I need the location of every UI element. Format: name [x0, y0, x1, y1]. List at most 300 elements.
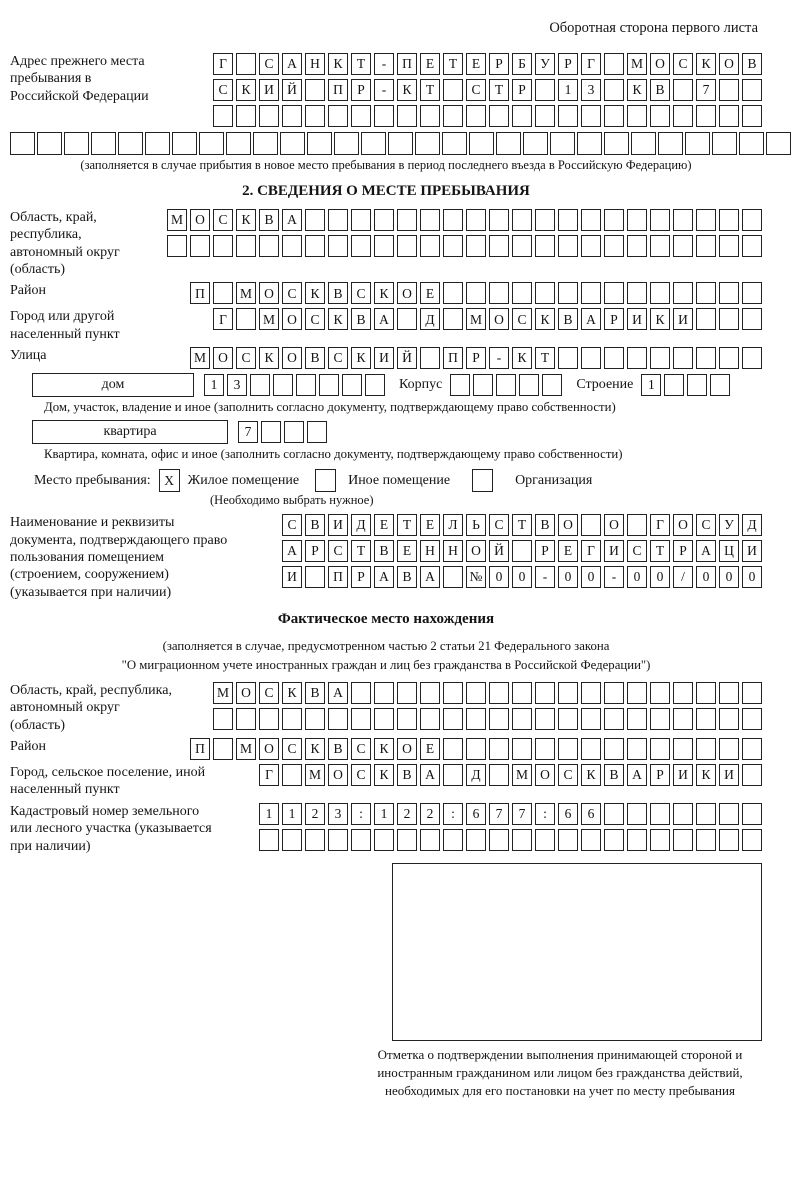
- char-box[interactable]: 0: [512, 566, 532, 588]
- char-box[interactable]: Й: [489, 540, 509, 562]
- char-box[interactable]: :: [443, 803, 463, 825]
- char-box[interactable]: [627, 738, 647, 760]
- char-box[interactable]: И: [719, 764, 739, 786]
- char-box[interactable]: [489, 738, 509, 760]
- char-box[interactable]: В: [328, 738, 348, 760]
- char-box[interactable]: [236, 708, 256, 730]
- char-box[interactable]: И: [328, 514, 348, 536]
- char-box[interactable]: [650, 708, 670, 730]
- char-box[interactable]: У: [719, 514, 739, 536]
- char-box[interactable]: [696, 282, 716, 304]
- char-box[interactable]: [742, 803, 762, 825]
- char-box[interactable]: Д: [420, 308, 440, 330]
- char-box[interactable]: [742, 308, 762, 330]
- char-box[interactable]: [696, 209, 716, 231]
- char-box[interactable]: В: [397, 764, 417, 786]
- char-box[interactable]: А: [374, 308, 394, 330]
- char-box[interactable]: [374, 105, 394, 127]
- char-box[interactable]: [466, 235, 486, 257]
- char-box[interactable]: 0: [581, 566, 601, 588]
- char-box[interactable]: С: [282, 514, 302, 536]
- char-box[interactable]: Е: [466, 53, 486, 75]
- char-box[interactable]: [10, 132, 35, 155]
- char-box[interactable]: [145, 132, 170, 155]
- char-box[interactable]: [305, 209, 325, 231]
- char-box[interactable]: Р: [466, 347, 486, 369]
- char-box[interactable]: [627, 829, 647, 851]
- char-box[interactable]: [535, 235, 555, 257]
- char-box[interactable]: [282, 764, 302, 786]
- char-box[interactable]: [307, 421, 327, 443]
- char-box[interactable]: О: [719, 53, 739, 75]
- char-box[interactable]: [328, 708, 348, 730]
- char-box[interactable]: О: [466, 540, 486, 562]
- char-box[interactable]: В: [259, 209, 279, 231]
- char-box[interactable]: [719, 708, 739, 730]
- char-box[interactable]: [631, 132, 656, 155]
- char-box[interactable]: [305, 235, 325, 257]
- char-box[interactable]: [673, 282, 693, 304]
- char-box[interactable]: А: [282, 209, 302, 231]
- char-box[interactable]: [282, 708, 302, 730]
- char-box[interactable]: [658, 132, 683, 155]
- char-box[interactable]: С: [489, 514, 509, 536]
- char-box[interactable]: [91, 132, 116, 155]
- char-box[interactable]: [535, 738, 555, 760]
- char-box[interactable]: А: [420, 764, 440, 786]
- char-box[interactable]: [351, 209, 371, 231]
- char-box[interactable]: [535, 282, 555, 304]
- char-box[interactable]: [374, 235, 394, 257]
- char-box[interactable]: И: [282, 566, 302, 588]
- char-box[interactable]: Н: [305, 53, 325, 75]
- char-box[interactable]: [719, 209, 739, 231]
- char-box[interactable]: 1: [282, 803, 302, 825]
- char-box[interactable]: [236, 105, 256, 127]
- char-box[interactable]: С: [213, 209, 233, 231]
- char-box[interactable]: [365, 374, 385, 396]
- char-box[interactable]: [466, 738, 486, 760]
- char-box[interactable]: [650, 235, 670, 257]
- char-box[interactable]: [650, 738, 670, 760]
- char-box[interactable]: А: [581, 308, 601, 330]
- char-box[interactable]: [581, 209, 601, 231]
- char-box[interactable]: С: [351, 282, 371, 304]
- char-box[interactable]: [443, 566, 463, 588]
- char-box[interactable]: И: [374, 347, 394, 369]
- char-box[interactable]: 3: [581, 79, 601, 101]
- char-box[interactable]: Н: [443, 540, 463, 562]
- char-box[interactable]: [604, 235, 624, 257]
- char-box[interactable]: [581, 235, 601, 257]
- char-box[interactable]: :: [351, 803, 371, 825]
- char-box[interactable]: [581, 829, 601, 851]
- char-box[interactable]: М: [190, 347, 210, 369]
- char-box[interactable]: 0: [627, 566, 647, 588]
- char-box[interactable]: М: [305, 764, 325, 786]
- char-box[interactable]: И: [627, 308, 647, 330]
- char-box[interactable]: Т: [489, 79, 509, 101]
- char-box[interactable]: [442, 132, 467, 155]
- char-box[interactable]: В: [558, 308, 578, 330]
- char-box[interactable]: [604, 829, 624, 851]
- char-box[interactable]: К: [581, 764, 601, 786]
- char-box[interactable]: [397, 105, 417, 127]
- char-box[interactable]: О: [213, 347, 233, 369]
- char-box[interactable]: О: [535, 764, 555, 786]
- char-box[interactable]: [558, 738, 578, 760]
- char-box[interactable]: [719, 347, 739, 369]
- char-box[interactable]: 0: [558, 566, 578, 588]
- char-box[interactable]: [742, 708, 762, 730]
- char-box[interactable]: [305, 105, 325, 127]
- char-box[interactable]: 3: [227, 374, 247, 396]
- char-box[interactable]: [351, 682, 371, 704]
- char-box[interactable]: [719, 803, 739, 825]
- char-box[interactable]: [685, 132, 710, 155]
- char-box[interactable]: С: [512, 308, 532, 330]
- char-box[interactable]: [519, 374, 539, 396]
- char-box[interactable]: [328, 209, 348, 231]
- char-box[interactable]: [397, 708, 417, 730]
- char-box[interactable]: [558, 282, 578, 304]
- char-box[interactable]: 1: [204, 374, 224, 396]
- char-box[interactable]: [397, 235, 417, 257]
- char-box[interactable]: [374, 682, 394, 704]
- char-box[interactable]: [535, 79, 555, 101]
- char-box[interactable]: [167, 235, 187, 257]
- char-box[interactable]: [415, 132, 440, 155]
- char-box[interactable]: [673, 105, 693, 127]
- char-box[interactable]: 7: [696, 79, 716, 101]
- char-box[interactable]: К: [512, 347, 532, 369]
- char-box[interactable]: [489, 682, 509, 704]
- char-box[interactable]: [489, 708, 509, 730]
- char-box[interactable]: К: [374, 738, 394, 760]
- char-box[interactable]: С: [351, 764, 371, 786]
- char-box[interactable]: [351, 829, 371, 851]
- char-box[interactable]: [627, 708, 647, 730]
- char-box[interactable]: Е: [420, 514, 440, 536]
- char-box[interactable]: Р: [650, 764, 670, 786]
- char-box[interactable]: [374, 209, 394, 231]
- char-box[interactable]: 2: [397, 803, 417, 825]
- char-box[interactable]: [604, 209, 624, 231]
- char-box[interactable]: [466, 282, 486, 304]
- char-box[interactable]: [420, 708, 440, 730]
- char-box[interactable]: [328, 235, 348, 257]
- char-box[interactable]: [742, 105, 762, 127]
- char-box[interactable]: [236, 235, 256, 257]
- char-box[interactable]: [443, 308, 463, 330]
- char-box[interactable]: [259, 105, 279, 127]
- char-box[interactable]: М: [512, 764, 532, 786]
- char-box[interactable]: 2: [305, 803, 325, 825]
- char-box[interactable]: Е: [397, 540, 417, 562]
- char-box[interactable]: [535, 209, 555, 231]
- char-box[interactable]: 7: [238, 421, 258, 443]
- char-box[interactable]: [742, 829, 762, 851]
- char-box[interactable]: Е: [420, 53, 440, 75]
- char-box[interactable]: [420, 829, 440, 851]
- char-box[interactable]: [604, 682, 624, 704]
- char-box[interactable]: 0: [650, 566, 670, 588]
- char-box[interactable]: [742, 682, 762, 704]
- char-box[interactable]: [351, 105, 371, 127]
- char-box[interactable]: Т: [512, 514, 532, 536]
- char-box[interactable]: 3: [328, 803, 348, 825]
- char-box[interactable]: О: [282, 347, 302, 369]
- char-box[interactable]: К: [627, 79, 647, 101]
- char-box[interactable]: [466, 209, 486, 231]
- char-box[interactable]: А: [282, 53, 302, 75]
- char-box[interactable]: Р: [558, 53, 578, 75]
- char-box[interactable]: В: [374, 540, 394, 562]
- char-box[interactable]: [261, 421, 281, 443]
- char-box[interactable]: М: [627, 53, 647, 75]
- char-box[interactable]: [253, 132, 278, 155]
- char-box[interactable]: [305, 79, 325, 101]
- char-box[interactable]: К: [236, 79, 256, 101]
- char-box[interactable]: [627, 235, 647, 257]
- char-box[interactable]: [650, 282, 670, 304]
- char-box[interactable]: И: [673, 308, 693, 330]
- char-box[interactable]: У: [535, 53, 555, 75]
- char-box[interactable]: Ц: [719, 540, 739, 562]
- char-box[interactable]: П: [328, 566, 348, 588]
- char-box[interactable]: 6: [466, 803, 486, 825]
- char-box[interactable]: [604, 347, 624, 369]
- char-box[interactable]: [673, 347, 693, 369]
- char-box[interactable]: 1: [558, 79, 578, 101]
- char-box[interactable]: С: [328, 540, 348, 562]
- char-box[interactable]: [213, 282, 233, 304]
- char-box[interactable]: А: [374, 566, 394, 588]
- char-box[interactable]: К: [374, 764, 394, 786]
- char-box[interactable]: [489, 105, 509, 127]
- char-box[interactable]: С: [259, 53, 279, 75]
- char-box[interactable]: [250, 374, 270, 396]
- char-box[interactable]: М: [167, 209, 187, 231]
- char-box[interactable]: [466, 105, 486, 127]
- char-box[interactable]: [535, 105, 555, 127]
- char-box[interactable]: К: [397, 79, 417, 101]
- char-box[interactable]: С: [282, 282, 302, 304]
- char-box[interactable]: Е: [374, 514, 394, 536]
- char-box[interactable]: С: [328, 347, 348, 369]
- char-box[interactable]: Т: [351, 53, 371, 75]
- char-box[interactable]: К: [696, 53, 716, 75]
- char-box[interactable]: [712, 132, 737, 155]
- char-box[interactable]: 0: [742, 566, 762, 588]
- char-box[interactable]: [719, 79, 739, 101]
- char-box[interactable]: В: [604, 764, 624, 786]
- char-box[interactable]: К: [650, 308, 670, 330]
- char-box[interactable]: Т: [420, 79, 440, 101]
- char-box[interactable]: [280, 132, 305, 155]
- char-box[interactable]: [581, 708, 601, 730]
- char-box[interactable]: П: [190, 738, 210, 760]
- char-box[interactable]: -: [489, 347, 509, 369]
- char-box[interactable]: Р: [673, 540, 693, 562]
- char-box[interactable]: [512, 105, 532, 127]
- char-box[interactable]: [296, 374, 316, 396]
- char-box[interactable]: [742, 347, 762, 369]
- char-box[interactable]: О: [397, 282, 417, 304]
- char-box[interactable]: В: [305, 514, 325, 536]
- char-box[interactable]: К: [305, 738, 325, 760]
- char-box[interactable]: [512, 738, 532, 760]
- char-box[interactable]: 6: [558, 803, 578, 825]
- char-box[interactable]: Й: [282, 79, 302, 101]
- char-box[interactable]: О: [236, 682, 256, 704]
- char-box[interactable]: К: [328, 308, 348, 330]
- char-box[interactable]: [766, 132, 791, 155]
- char-box[interactable]: С: [627, 540, 647, 562]
- char-box[interactable]: [650, 803, 670, 825]
- char-box[interactable]: М: [259, 308, 279, 330]
- char-box[interactable]: [64, 132, 89, 155]
- char-box[interactable]: К: [374, 282, 394, 304]
- char-box[interactable]: [739, 132, 764, 155]
- char-box[interactable]: Р: [305, 540, 325, 562]
- char-box[interactable]: [489, 764, 509, 786]
- char-box[interactable]: [443, 708, 463, 730]
- char-box[interactable]: Е: [420, 738, 440, 760]
- char-box[interactable]: [512, 282, 532, 304]
- char-box[interactable]: [443, 738, 463, 760]
- char-box[interactable]: Г: [650, 514, 670, 536]
- char-box[interactable]: [742, 738, 762, 760]
- char-box[interactable]: [213, 105, 233, 127]
- char-box[interactable]: В: [351, 308, 371, 330]
- char-box[interactable]: [319, 374, 339, 396]
- char-box[interactable]: [236, 308, 256, 330]
- char-box[interactable]: [558, 105, 578, 127]
- char-box[interactable]: [650, 347, 670, 369]
- char-box[interactable]: [558, 347, 578, 369]
- char-box[interactable]: [650, 682, 670, 704]
- char-box[interactable]: [581, 514, 601, 536]
- char-box[interactable]: [226, 132, 251, 155]
- char-box[interactable]: О: [328, 764, 348, 786]
- char-box[interactable]: В: [328, 282, 348, 304]
- char-box[interactable]: [512, 540, 532, 562]
- char-box[interactable]: [259, 708, 279, 730]
- char-box[interactable]: [305, 708, 325, 730]
- char-box[interactable]: 0: [489, 566, 509, 588]
- char-box[interactable]: [443, 105, 463, 127]
- char-box[interactable]: Е: [420, 282, 440, 304]
- char-box[interactable]: М: [236, 738, 256, 760]
- char-box[interactable]: П: [190, 282, 210, 304]
- char-box[interactable]: [397, 682, 417, 704]
- char-box[interactable]: О: [282, 308, 302, 330]
- char-box[interactable]: [397, 308, 417, 330]
- char-box[interactable]: [489, 829, 509, 851]
- char-box[interactable]: К: [236, 209, 256, 231]
- char-box[interactable]: [581, 347, 601, 369]
- char-box[interactable]: С: [213, 79, 233, 101]
- char-box[interactable]: Г: [581, 540, 601, 562]
- char-box[interactable]: [577, 132, 602, 155]
- char-box[interactable]: И: [604, 540, 624, 562]
- char-box[interactable]: [512, 209, 532, 231]
- char-box[interactable]: [673, 682, 693, 704]
- char-box[interactable]: Ь: [466, 514, 486, 536]
- char-box[interactable]: Т: [351, 540, 371, 562]
- char-box[interactable]: К: [259, 347, 279, 369]
- char-box[interactable]: [687, 374, 707, 396]
- char-box[interactable]: Г: [259, 764, 279, 786]
- apartment-type-box[interactable]: квартира: [32, 420, 228, 444]
- char-box[interactable]: Д: [466, 764, 486, 786]
- char-box[interactable]: В: [742, 53, 762, 75]
- char-box[interactable]: [719, 738, 739, 760]
- char-box[interactable]: [558, 829, 578, 851]
- char-box[interactable]: X: [159, 469, 180, 492]
- char-box[interactable]: [466, 708, 486, 730]
- char-box[interactable]: [535, 708, 555, 730]
- char-box[interactable]: [673, 829, 693, 851]
- char-box[interactable]: М: [213, 682, 233, 704]
- char-box[interactable]: С: [305, 308, 325, 330]
- char-box[interactable]: [473, 374, 493, 396]
- char-box[interactable]: [581, 105, 601, 127]
- char-box[interactable]: Г: [213, 308, 233, 330]
- char-box[interactable]: [673, 79, 693, 101]
- char-box[interactable]: [420, 682, 440, 704]
- char-box[interactable]: [118, 132, 143, 155]
- char-box[interactable]: [719, 682, 739, 704]
- char-box[interactable]: -: [374, 53, 394, 75]
- char-box[interactable]: [443, 282, 463, 304]
- char-box[interactable]: Н: [420, 540, 440, 562]
- char-box[interactable]: [535, 829, 555, 851]
- char-box[interactable]: [334, 132, 359, 155]
- char-box[interactable]: [604, 105, 624, 127]
- char-box[interactable]: [742, 235, 762, 257]
- char-box[interactable]: [282, 235, 302, 257]
- char-box[interactable]: А: [696, 540, 716, 562]
- char-box[interactable]: [443, 764, 463, 786]
- char-box[interactable]: О: [650, 53, 670, 75]
- char-box[interactable]: А: [328, 682, 348, 704]
- char-box[interactable]: [550, 132, 575, 155]
- char-box[interactable]: С: [558, 764, 578, 786]
- char-box[interactable]: [489, 235, 509, 257]
- char-box[interactable]: /: [673, 566, 693, 588]
- char-box[interactable]: [673, 803, 693, 825]
- char-box[interactable]: [443, 79, 463, 101]
- char-box[interactable]: [466, 829, 486, 851]
- char-box[interactable]: [443, 209, 463, 231]
- char-box[interactable]: [466, 682, 486, 704]
- char-box[interactable]: 7: [489, 803, 509, 825]
- char-box[interactable]: [342, 374, 362, 396]
- char-box[interactable]: [496, 132, 521, 155]
- char-box[interactable]: К: [328, 53, 348, 75]
- char-box[interactable]: В: [535, 514, 555, 536]
- char-box[interactable]: [315, 469, 336, 492]
- char-box[interactable]: Р: [351, 79, 371, 101]
- char-box[interactable]: [604, 79, 624, 101]
- char-box[interactable]: Р: [351, 566, 371, 588]
- char-box[interactable]: [696, 682, 716, 704]
- char-box[interactable]: [512, 682, 532, 704]
- char-box[interactable]: [512, 235, 532, 257]
- char-box[interactable]: [627, 209, 647, 231]
